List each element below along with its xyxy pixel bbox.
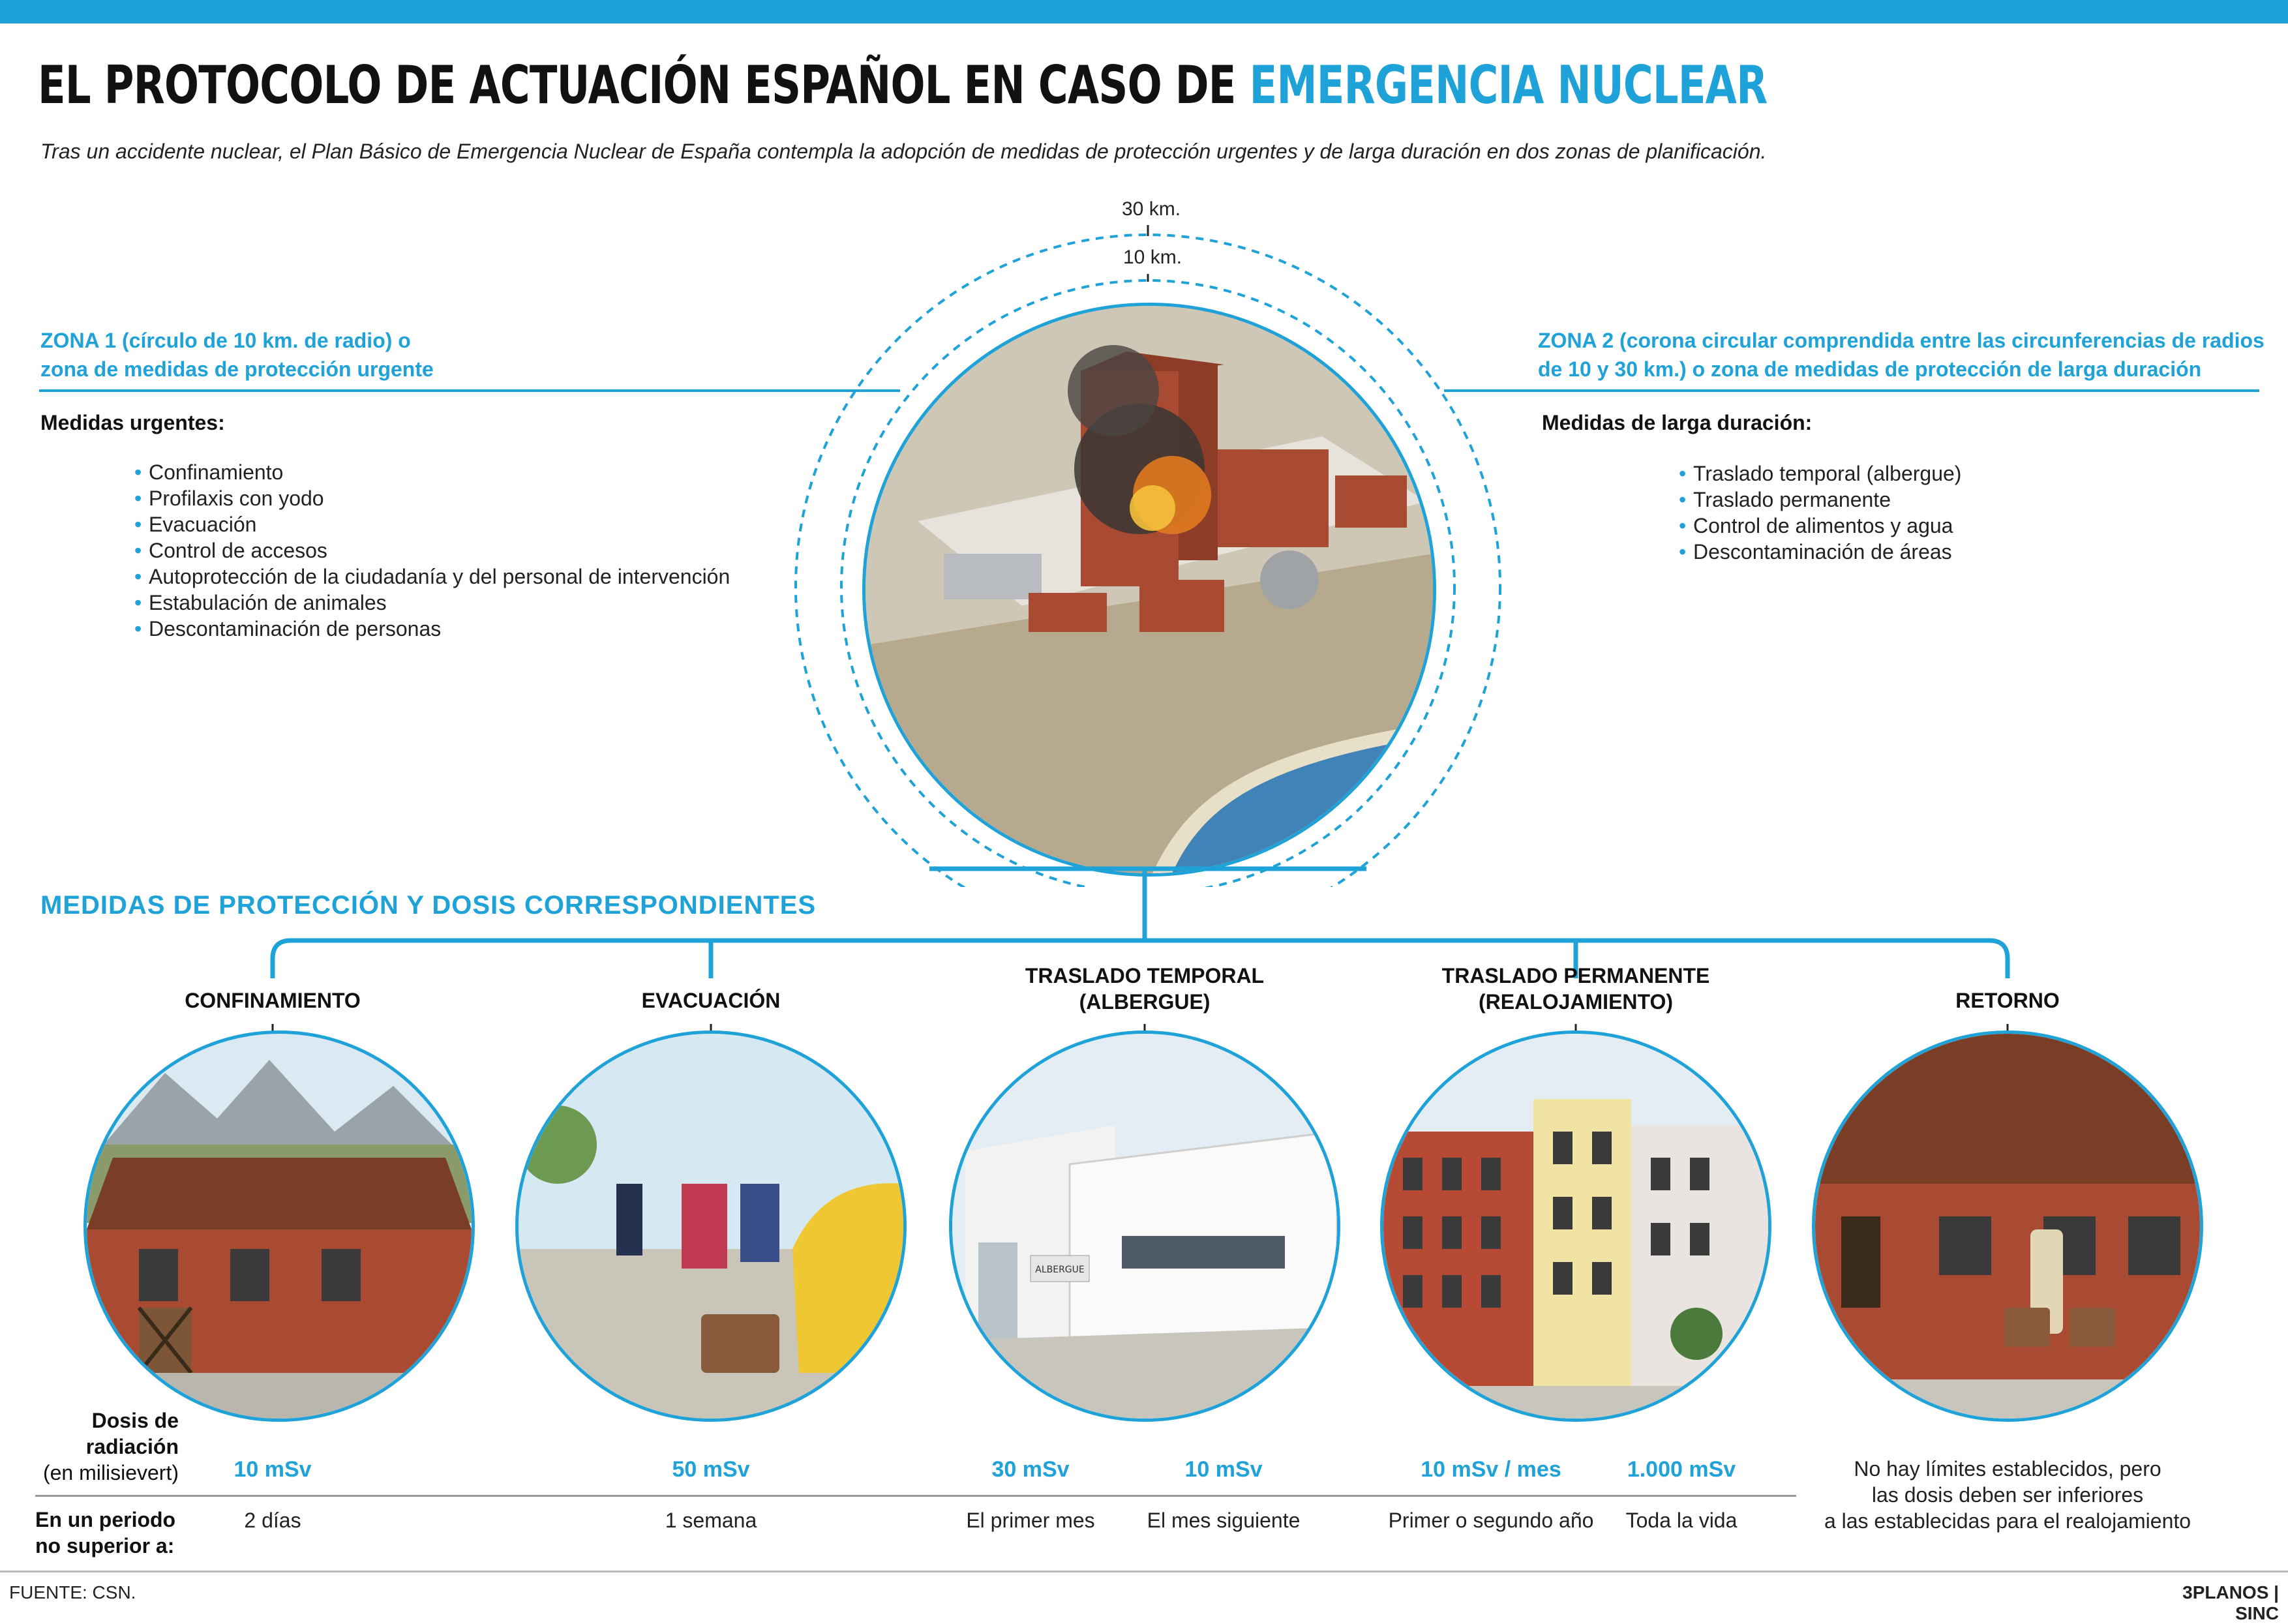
list-item: • Evacuación bbox=[134, 511, 730, 537]
list-item: • Descontaminación de áreas bbox=[1679, 539, 1961, 565]
dose-row-label: Dosis de radiación (en milisievert) bbox=[42, 1409, 179, 1484]
period-evacuacion: 1 semana bbox=[665, 1509, 757, 1532]
list-item: • Profilaxis con yodo bbox=[134, 485, 730, 511]
col-label-traslado-permanente: TRASLADO PERMANENTE (REALOJAMIENTO) bbox=[1441, 964, 1710, 1014]
zone1-rule bbox=[39, 389, 900, 392]
period-temporal-mes1: El primer mes bbox=[966, 1509, 1095, 1532]
footer-rule bbox=[0, 1571, 2288, 1572]
scene-traslado-temporal bbox=[949, 1030, 1340, 1422]
dose-permanente-vida: 1.000 mSv bbox=[1627, 1457, 1736, 1482]
scene-traslado-permanente bbox=[1380, 1030, 1771, 1422]
col-label-confinamiento: CONFINAMIENTO bbox=[185, 989, 361, 1012]
dose-confinamiento: 10 mSv bbox=[233, 1457, 312, 1482]
period-row-label: En un periodo no superior a: bbox=[35, 1508, 176, 1557]
nuclear-plant-illustration bbox=[862, 303, 1436, 877]
page-subtitle: Tras un accidente nuclear, el Plan Básico de Emergencia Nuclear de España contempla la adopción de medidas de protección urgentes y de larga duración en dos zonas de planificación. bbox=[40, 140, 1767, 163]
albergue-sign: ALBERGUE bbox=[1035, 1265, 1085, 1275]
retorno-note: No hay límites establecidos, pero las dosis deben ser inferiores a las establecidas para el realojamiento bbox=[1824, 1457, 2191, 1533]
list-item: • Autoprotección de la ciudadanía y del personal de intervención bbox=[134, 564, 730, 590]
scene-retorno bbox=[1812, 1030, 2203, 1422]
zone2-title: ZONA 2 (corona circular comprendida entre las circunferencias de radios de 10 y 30 km.) o zona de medidas de protección de larga duración bbox=[1538, 329, 2265, 381]
zone1-title: ZONA 1 (círculo de 10 km. de radio) o zona de medidas de protección urgente bbox=[40, 329, 434, 381]
zone1-measures-list bbox=[134, 459, 730, 642]
zone2-measures-list bbox=[1679, 460, 1961, 565]
list-item: • Traslado permanente bbox=[1679, 487, 1961, 513]
zone2-measures-heading: Medidas de larga duración: bbox=[1542, 411, 1813, 434]
list-item: • Control de accesos bbox=[134, 537, 730, 564]
col-label-evacuacion: EVACUACIÓN bbox=[641, 989, 781, 1012]
list-item: • Estabulación de animales bbox=[134, 590, 730, 616]
period-permanente-vida: Toda la vida bbox=[1625, 1509, 1738, 1532]
dose-permanente-anual: 10 mSv / mes bbox=[1421, 1457, 1561, 1482]
radius-30km-label: 30 km. bbox=[1122, 198, 1181, 220]
connector-tree bbox=[0, 861, 2288, 1044]
page-title: EL PROTOCOLO DE ACTUACIÓN ESPAÑOL EN CASO DE EMERGENCIA NUCLEAR bbox=[38, 55, 1768, 115]
dose-divider bbox=[35, 1495, 1796, 1497]
zone1-measures-heading: Medidas urgentes: bbox=[40, 411, 225, 434]
title-highlight: EMERGENCIA NUCLEAR bbox=[1249, 55, 1768, 115]
list-item: • Control de alimentos y agua bbox=[1679, 513, 1961, 539]
list-item: • Traslado temporal (albergue) bbox=[1679, 460, 1961, 487]
top-accent-bar bbox=[0, 0, 2288, 23]
radius-10km-label: 10 km. bbox=[1123, 247, 1182, 268]
section-title: MEDIDAS DE PROTECCIÓN Y DOSIS CORRESPONDIENTES bbox=[40, 891, 817, 920]
period-permanente-anual: Primer o segundo año bbox=[1388, 1509, 1594, 1532]
dose-evacuacion: 50 mSv bbox=[672, 1457, 750, 1482]
period-temporal-mes2: El mes siguiente bbox=[1147, 1509, 1301, 1532]
zone2-rule bbox=[1444, 389, 2259, 392]
scene-evacuacion bbox=[515, 1030, 907, 1422]
period-confinamiento: 2 días bbox=[244, 1509, 301, 1532]
scene-confinamiento bbox=[83, 1030, 475, 1422]
list-item: • Confinamiento bbox=[134, 459, 730, 485]
dose-temporal-mes2: 10 mSv bbox=[1184, 1457, 1263, 1482]
col-label-traslado-temporal: TRASLADO TEMPORAL (ALBERGUE) bbox=[1025, 964, 1265, 1014]
dose-temporal-mes1: 30 mSv bbox=[991, 1457, 1070, 1482]
credit: 3PLANOS | SINC bbox=[2182, 1582, 2279, 1623]
col-label-retorno: RETORNO bbox=[1955, 989, 2060, 1012]
list-item: • Descontaminación de personas bbox=[134, 616, 730, 642]
source-note: FUENTE: CSN. bbox=[9, 1582, 136, 1602]
